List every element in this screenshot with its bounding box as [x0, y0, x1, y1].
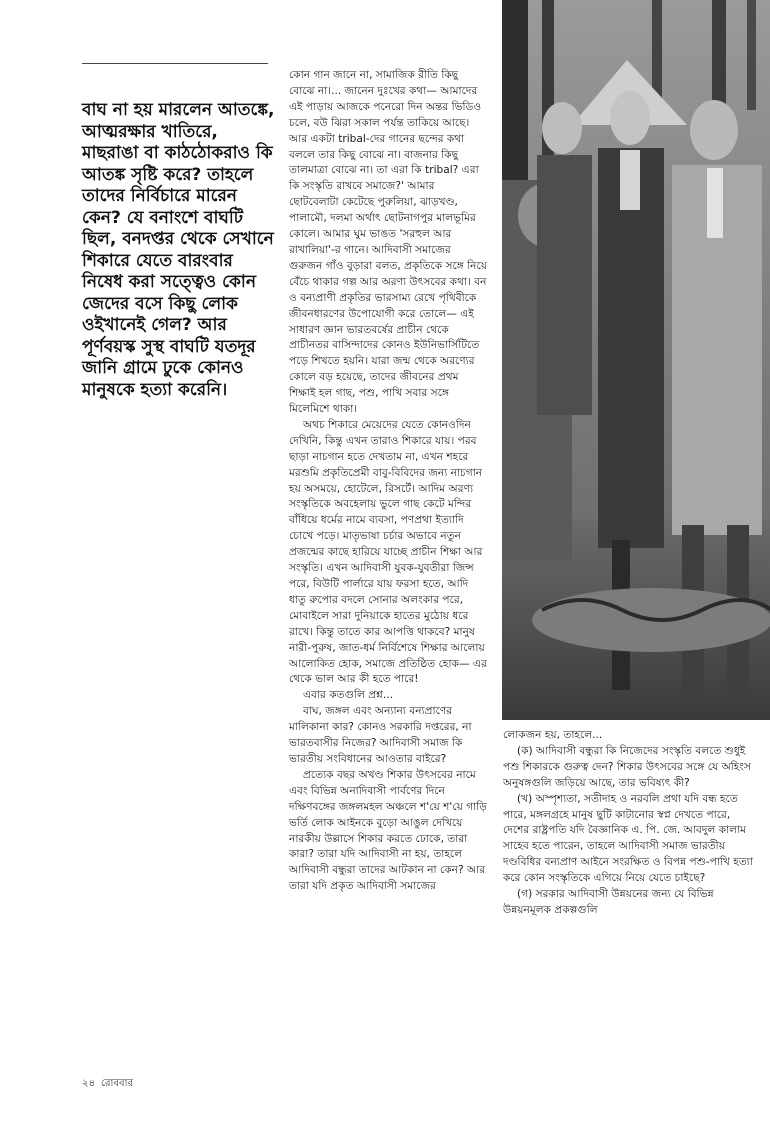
right-paragraph-1: লোকজন হয়, তাহলে...: [503, 729, 603, 741]
pullquote: বাঘ না হয় মারলেন আতঙ্কে, আত্মরক্ষার খাতিরে, মাছরাঙা বা কাঠঠোকরাও কি আতঙ্ক সৃষ্টি করে? তাহলে তাদের নির্বিচারে মারেন কেন? যে বনাংশে বাঘটি ছিল, বনদপ্তর থেকে সেখানে শিকারে যেতে বারংবার নিষেধ করা সত্ত্বেও কোন জেদের বসে কিছু লোক ওইখানেই গেল? আর পূর্ণবয়স্ক সুস্থ বাঘটি যতদূর জানি গ্রামে ঢুকে কোনও মানুষকে হত্যা করেনি।: [82, 100, 275, 400]
historical-photo-drawing: [502, 0, 770, 720]
page-number: ২৪: [82, 1078, 95, 1089]
middle-paragraph-4: বাঘ, জঙ্গল এবং অন্যান্য বন্যপ্রাণের মালিকানা কার? কোনও সরকারি দপ্তরের, না ভারতবাসীর নিজের? আদিবাসী সমাজ কি ভারতীয় সংবিধানের আওতার বাইরে?: [289, 705, 472, 765]
right-column: [503, 728, 757, 919]
right-paragraph-2: (ক) আদিবাসী বন্ধুরা কি নিজেদের সংস্কৃতি বলতে শুধুই পশু শিকারকে গুরুত্ব দেন? শিকার উৎসবের সঙ্গে যে অহিংস অনুষঙ্গগুলি জড়িয়ে আছে, তার ভবিষ্যৎ কী?: [503, 744, 751, 789]
middle-paragraph-5: প্রত্যেক বছর অখণ্ড শিকার উৎসবের নামে এবং বিভিন্ন অনাদিবাসী পার্বণের দিনে দক্ষিণবঙ্গের জঙ্গলমহল অঞ্চলে শ'য়ে শ'য়ে গাড়ি ভর্তি লোক আইনকে বুড়ো আঙুল দেখিয়ে নারকীয় উল্লাসে শিকার করতে ঢোকে, তারা কারা? তারা যদি আদিবাসী না হয়, তাহলে আদিবাসী বন্ধুরা তাদের আটকান না কেন? আর তারা যদি প্রকৃত আদিবাসী সমাজের: [289, 768, 487, 893]
middle-paragraph-3: এবার কতগুলি প্রশ্ন...: [303, 689, 393, 702]
pullquote-rule: [82, 63, 268, 64]
middle-paragraph-1: কোন গান জানে না, সামাজিক রীতি কিছু বোঝে না।... জানেন দুঃখের কথা— আমাদের এই পাড়ায় আজকে পনেরো দিন অন্তর ভিডিও চলে, বউ ঝিরা সকাল পর্যন্ত তাকিয়ে আছে। আর একটা tribal-দের গানের ছন্দের কথা বললে তার কিছু বোঝে না। বাজনার কিছু তালমাত্রা বোঝে না। তা এরা কি tribal? এরা কি সংস্কৃতি রাখবে সমাজে?' আমার ছোটবেলাটা কেটেছে পুরুলিয়া, ঝাড়খণ্ড, পালামৌ, দলমা অর্থাৎ ছোটনাগপুর মালভূমির কোলে। আমার ঘুম ভাঙত 'সরহুল আর রাখালিয়া'-র গানে। আদিবাসী সমাজের গুরুজন গাঁও বুড়ারা বলত, প্রকৃতিকে সঙ্গে নিয়ে বেঁচে থাকার গল্প আর অরণ্য উৎসবের কথা। বন ও বন্যপ্রাণী প্রকৃতির ভারসাম্য রেখে পৃথিবীকে জীবনধারণের উপোযোগী করে তোলে— এই সাধারণ জ্ঞান ভারতবর্ষের প্রাচীন থেকে প্রাচীনতর বাসিন্দাদের কোনও ইউনিভার্সিটিতে পড়ে শিখতে হয়নি। যারা জন্ম থেকে অরণ্যের কোলে বড় হয়েছে, তাদের জীবনের প্রথম শিক্ষাই হল গাছ, পশু, পাখি সবার সঙ্গে মিলেমিশে থাকা।: [289, 69, 487, 416]
historical-photo: [502, 0, 770, 720]
magazine-name: রোববার: [101, 1078, 133, 1089]
right-paragraph-3: (খ) অস্পৃশ্যতা, সতীদাহ ও নরবলি প্রথা যদি বন্ধ হতে পারে, মঙ্গলগ্রহে মানুষ ছুটি কাটানোর স্বপ্ন দেখতে পারে, দেশের রাষ্ট্রপতি যদি বৈজ্ঞানিক এ. পি. জে. আবদুল কালাম সাহেব হতে পারেন, তাহলে আদিবাসী সমাজ ভারতীয় দণ্ডবিধির বন্যপ্রাণ আইনে সংরক্ষিত ও বিপন্ন পশু-পাখি হত্যা করে কোন সংস্কৃতিকে এগিয়ে নিয়ে যেতে চাইছে?: [503, 792, 753, 885]
middle-paragraph-2: অথচ শিকারে মেয়েদের যেতে কোনওদিন দেখিনি, কিন্তু এখন তারাও শিকারে যায়। পরব ছাড়া নাচগান হতে দেখতাম না, এখন শহরে মরশুমি প্রকৃতিপ্রেমী বাবু-বিবিদের জন্য নাচগান হয় অসময়ে, হোটেলে, রিসর্টে। আদিম অরণ্য সংস্কৃতিকে অবহেলায় ভুলে গাছ কেটে মন্দির বাঁধিয়ে ধর্মের নামে ব্যবসা, পণপ্রথা ইত্যাদি চোখে পড়ে। মাতৃভাষা চর্চার অভাবে নতুন প্রজন্মের কাছে হারিয়ে যাচ্ছে প্রাচীন শিক্ষা আর সংস্কৃতি। এখন আদিবাসী যুবক-যুবতীরা জিন্স পরে, বিউটি পার্লারে যায় ফরসা হতে, আদি ধাতু রুপোর বদলে সোনার অলংকার পরে, মোবাইলে সারা দুনিয়াকে হাতের মুঠোয় ধরে রাখে। কিন্তু তাতে কার আপত্তি থাকবে? মানুষ নারী-পুরুষ, জাত-ধর্ম নির্বিশেষে শিক্ষার আলোয় আলোকিত হোক, সমাজে প্রতিষ্ঠিত হোক— এর থেকে ভাল আর কী হতে পারে!: [289, 418, 487, 686]
middle-column: [289, 68, 487, 895]
page-footer: [82, 1076, 133, 1093]
right-paragraph-4: (গ) সরকার আদিবাসী উন্নয়নের জন্য যে বিভিন্ন উন্নয়নমূলক প্রকল্পগুলি: [503, 888, 714, 916]
